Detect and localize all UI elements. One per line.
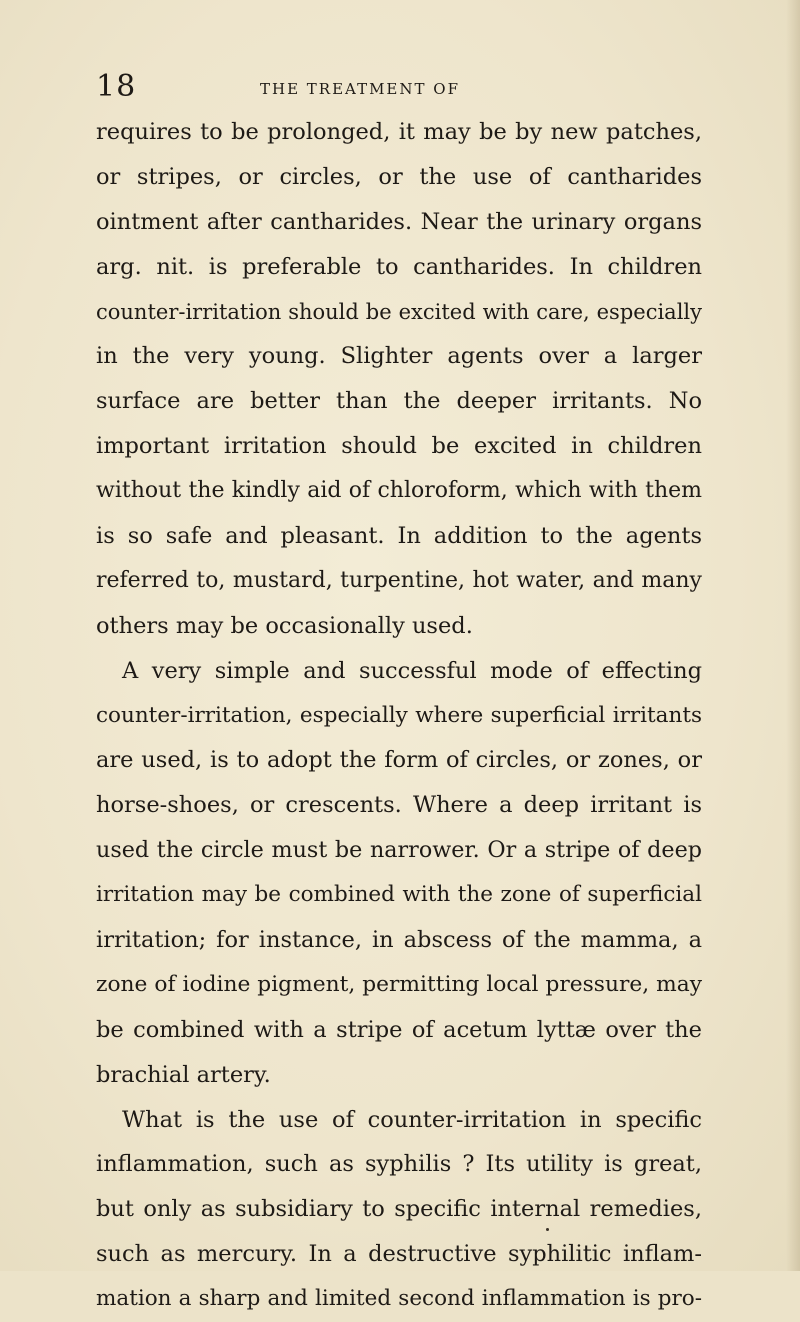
text-line: inflammation, such as syphilis ? Its utility is great, bbox=[96, 1151, 702, 1178]
page-number: 18 bbox=[96, 69, 137, 104]
running-title: THE TREATMENT OF bbox=[260, 80, 460, 98]
text-line: others may be occasionally used. bbox=[96, 612, 473, 639]
text-line: ointment after cantharides. Near the urinary organs bbox=[96, 208, 702, 235]
text-line: important irritation should be excited in children bbox=[96, 433, 702, 460]
text-line: without the kindly aid of chloroform, which with them bbox=[96, 478, 702, 504]
text-line: surface are better than the deeper irritants. No bbox=[96, 388, 702, 415]
text-line: but only as subsidiary to specific internal remedies, bbox=[96, 1196, 702, 1223]
paragraph-start-line: A very simple and successful mode of effecting bbox=[122, 657, 702, 684]
text-line: arg. nit. is preferable to cantharides. In children bbox=[96, 253, 702, 280]
paragraph-start-line: What is the use of counter-irritation in specific bbox=[122, 1106, 702, 1133]
body-text bbox=[96, 110, 702, 1322]
text-line: be combined with a stripe of acetum lyttæ over the bbox=[96, 1016, 702, 1043]
text-line: or stripes, or circles, or the use of cantharides bbox=[96, 163, 702, 190]
text-line: in the very young. Slighter agents over a larger bbox=[96, 343, 702, 370]
text-line: used the circle must be narrower. Or a stripe of deep bbox=[96, 837, 702, 864]
text-line: are used, is to adopt the form of circles, or zones, or bbox=[96, 747, 702, 774]
text-line: mation a sharp and limited second inflammation is pro- bbox=[96, 1286, 702, 1312]
ink-speck bbox=[546, 1228, 549, 1231]
text-line: horse-shoes, or crescents. Where a deep irritant is bbox=[96, 792, 702, 819]
text-line: is so safe and pleasant. In addition to the agents bbox=[96, 523, 702, 550]
text-line: such as mercury. In a destructive syphilitic inflam- bbox=[96, 1241, 702, 1268]
running-head bbox=[0, 70, 800, 110]
text-line: brachial artery. bbox=[96, 1061, 271, 1088]
page-edge-shadow bbox=[786, 0, 800, 1271]
text-line: irritation; for instance, in abscess of the mamma, a bbox=[96, 927, 702, 954]
text-line: counter-irritation, especially where superficial irritants bbox=[96, 702, 702, 728]
text-line: referred to, mustard, turpentine, hot water, and many bbox=[96, 567, 702, 593]
text-line: irritation may be combined with the zone of superficial bbox=[96, 882, 702, 908]
text-line: counter-irritation should be excited with care, especially bbox=[96, 299, 702, 324]
text-line: requires to be prolonged, it may be by new patches, bbox=[96, 119, 702, 145]
text-line: zone of iodine pigment, permitting local pressure, may bbox=[96, 971, 702, 997]
